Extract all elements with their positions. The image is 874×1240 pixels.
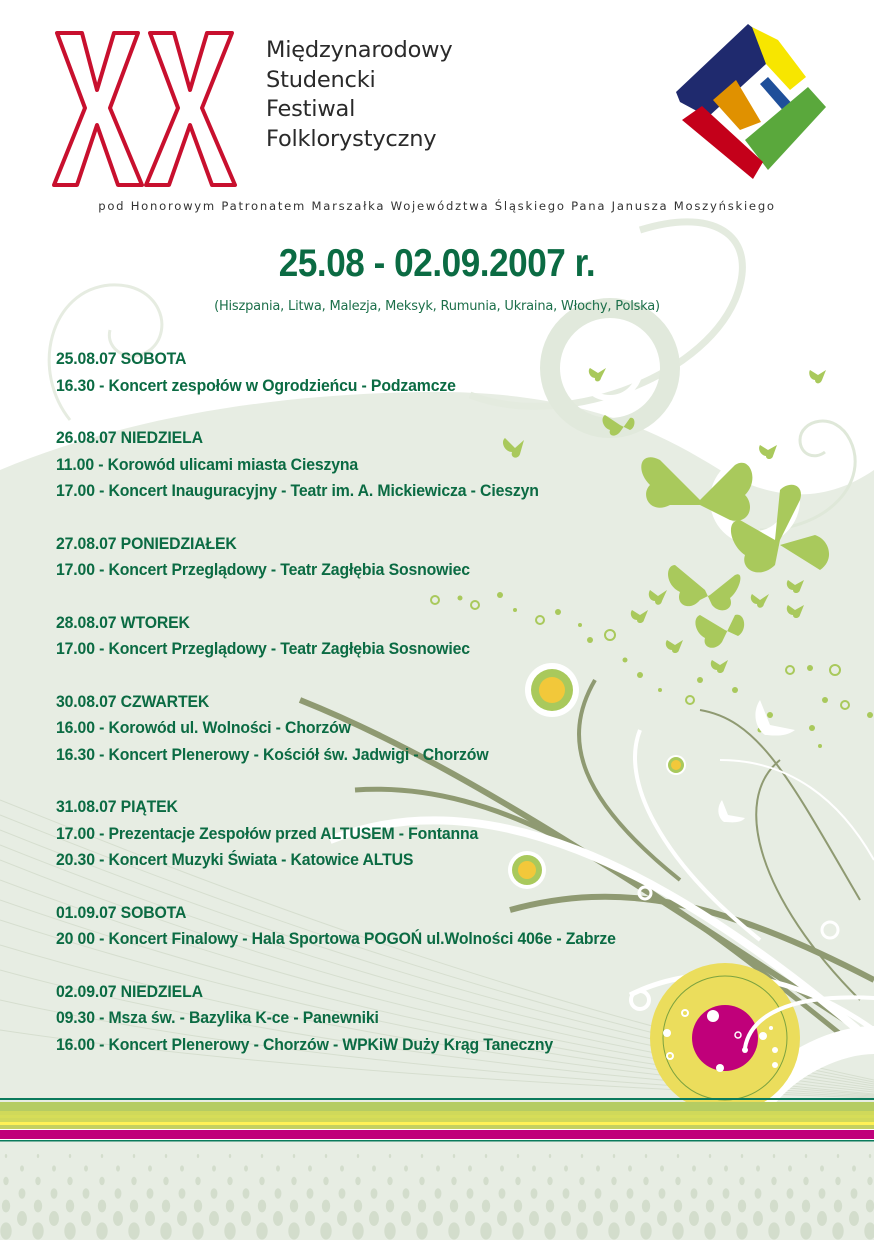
- pattern-dot: [227, 1177, 232, 1185]
- pattern-dot: [628, 1165, 632, 1171]
- pattern-dot: [755, 1188, 762, 1199]
- dot-pattern: [0, 1150, 874, 1240]
- pattern-dot: [115, 1188, 122, 1199]
- pattern-dot: [640, 1222, 651, 1239]
- pattern-dot: [51, 1188, 58, 1199]
- schedule-day: [56, 425, 736, 505]
- pattern-dot: [660, 1165, 664, 1171]
- schedule-day: [56, 610, 736, 663]
- pattern-dot: [192, 1222, 203, 1239]
- pattern-dot: [372, 1165, 376, 1171]
- pattern-dot: [37, 1154, 39, 1158]
- pattern-dot: [869, 1154, 871, 1158]
- patronage-line: pod Honorowym Patronatem Marszałka Województwa Śląskiego Pana Janusza Moszyńskiego: [98, 199, 776, 213]
- pattern-dot: [692, 1165, 696, 1171]
- title-line: Festiwal: [266, 96, 356, 122]
- pattern-dot: [419, 1177, 424, 1185]
- pattern-dot: [724, 1165, 728, 1171]
- pattern-dot: [756, 1165, 760, 1171]
- pattern-dot: [802, 1200, 810, 1213]
- pattern-dot: [643, 1177, 648, 1185]
- pattern-dot: [96, 1222, 107, 1239]
- pattern-dot: [261, 1154, 263, 1158]
- pattern-dot: [147, 1188, 154, 1199]
- pattern-dot: [512, 1222, 523, 1239]
- pattern-dot: [69, 1154, 71, 1158]
- pattern-dot: [738, 1200, 746, 1213]
- pattern-dot: [162, 1200, 170, 1213]
- pattern-dot: [113, 1211, 123, 1226]
- pattern-dot: [17, 1211, 27, 1226]
- pattern-dot: [148, 1165, 152, 1171]
- pattern-dot: [308, 1165, 312, 1171]
- event-item: 20 00 - Koncert Finalowy - Hala Sportowa POGOŃ ul.Wolności 406e - Zabrze: [56, 929, 616, 948]
- stripe-line: [0, 1140, 874, 1143]
- butterfly-icon: [809, 370, 826, 383]
- pattern-dot: [627, 1188, 634, 1199]
- pattern-dot: [450, 1200, 458, 1213]
- pattern-dot: [852, 1165, 856, 1171]
- pattern-dot: [610, 1200, 618, 1213]
- pattern-dot: [483, 1177, 488, 1185]
- pattern-dot: [706, 1200, 714, 1213]
- pattern-dot: [561, 1211, 571, 1226]
- pattern-dot: [325, 1154, 327, 1158]
- pattern-dot: [404, 1165, 408, 1171]
- pattern-dot: [259, 1177, 264, 1185]
- pattern-dot: [244, 1165, 248, 1171]
- schedule-day: [56, 689, 736, 769]
- pattern-dot: [276, 1165, 280, 1171]
- schedule-day: [56, 794, 736, 874]
- pattern-dot: [849, 1211, 859, 1226]
- day-heading: 31.08.07 PIĄTEK: [56, 797, 178, 816]
- pattern-dot: [66, 1200, 74, 1213]
- pattern-dot: [275, 1188, 282, 1199]
- pattern-dot: [355, 1177, 360, 1185]
- day-heading: 25.08.07 SOBOTA: [56, 349, 187, 368]
- pattern-dot: [131, 1177, 136, 1185]
- pattern-dot: [256, 1222, 267, 1239]
- event-item: 09.30 - Msza św. - Bazylika K-ce - Panewniki: [56, 1008, 379, 1027]
- pattern-dot: [258, 1200, 266, 1213]
- pattern-dot: [674, 1200, 682, 1213]
- pattern-dot: [803, 1177, 808, 1185]
- pattern-dot: [659, 1188, 666, 1199]
- day-heading: 30.08.07 CZWARTEK: [56, 691, 210, 711]
- pattern-dot: [389, 1154, 391, 1158]
- event-item: 16.30 - Koncert zespołów w Ogrodzieńcu - Podzamcze: [56, 375, 456, 395]
- day-heading: 26.08.07 NIEDZIELA: [56, 428, 203, 447]
- pattern-dot: [5, 1154, 7, 1158]
- pattern-dot: [32, 1222, 43, 1239]
- pattern-dot: [817, 1211, 827, 1226]
- pattern-dot: [177, 1211, 187, 1226]
- pattern-dot: [179, 1188, 186, 1199]
- pattern-dot: [497, 1211, 507, 1226]
- day-heading: 01.09.07 SOBOTA: [56, 902, 187, 922]
- day-heading: 27.08.07 PONIEDZIAŁEK: [56, 533, 237, 553]
- title-line: Międzynarodowy: [266, 37, 453, 63]
- pattern-dot: [293, 1154, 295, 1158]
- pattern-dot: [770, 1200, 778, 1213]
- pattern-dot: [544, 1222, 555, 1239]
- participating-countries: (Hiszpania, Litwa, Malezja, Meksyk, Rumunia, Ukraina, Włochy, Polska): [214, 299, 660, 314]
- pattern-dot: [851, 1188, 858, 1199]
- pattern-dot: [515, 1177, 520, 1185]
- pattern-dot: [689, 1211, 699, 1226]
- pattern-dot: [753, 1211, 763, 1226]
- pattern-dot: [451, 1177, 456, 1185]
- pattern-dot: [739, 1177, 744, 1185]
- event-item: 17.00 - Prezentacje Zespołów przed ALTUSEM - Fontanna: [56, 823, 479, 843]
- pattern-dot: [322, 1200, 330, 1213]
- pattern-dot: [3, 1177, 8, 1185]
- pattern-dot: [800, 1222, 811, 1239]
- pattern-dot: [805, 1154, 807, 1158]
- event-item: 16.30 - Koncert Plenerowy - Kościół św. Jadwigi - Chorzów: [56, 744, 489, 764]
- pattern-dot: [721, 1211, 731, 1226]
- pattern-dot: [433, 1211, 443, 1226]
- pattern-dot: [547, 1177, 552, 1185]
- pattern-dot: [64, 1222, 75, 1239]
- pattern-dot: [320, 1222, 331, 1239]
- pattern-dot: [596, 1165, 600, 1171]
- pattern-dot: [448, 1222, 459, 1239]
- pattern-dot: [563, 1188, 570, 1199]
- pattern-dot: [482, 1200, 490, 1213]
- pattern-dot: [305, 1211, 315, 1226]
- pattern-dot: [467, 1188, 474, 1199]
- pattern-dot: [675, 1177, 680, 1185]
- pattern-dot: [564, 1165, 568, 1171]
- pattern-dot: [672, 1222, 683, 1239]
- pattern-dot: [352, 1222, 363, 1239]
- pattern-dot: [340, 1165, 344, 1171]
- pattern-dot: [819, 1188, 826, 1199]
- pattern-dot: [291, 1177, 296, 1185]
- pattern-dot: [465, 1211, 475, 1226]
- pattern-dot: [485, 1154, 487, 1158]
- pattern-dot: [657, 1211, 667, 1226]
- pattern-dot: [549, 1154, 551, 1158]
- pattern-dot: [837, 1154, 839, 1158]
- pattern-dot: [211, 1188, 218, 1199]
- xx-logo: [52, 30, 242, 188]
- pattern-dot: [768, 1222, 779, 1239]
- pattern-dot: [787, 1188, 794, 1199]
- event-item: 20.30 - Koncert Muzyki Świata - Katowice ALTUS: [56, 850, 414, 869]
- pattern-dot: [832, 1222, 843, 1239]
- pattern-dot: [579, 1177, 584, 1185]
- day-heading: 02.09.07 NIEDZIELA: [56, 981, 203, 1001]
- pattern-dot: [576, 1222, 587, 1239]
- pattern-dot: [67, 1177, 72, 1185]
- pattern-dot: [578, 1200, 586, 1213]
- festival-title: [266, 36, 452, 154]
- pattern-dot: [741, 1154, 743, 1158]
- pattern-dot: [546, 1200, 554, 1213]
- schedule: [56, 346, 736, 1084]
- pattern-dot: [401, 1211, 411, 1226]
- pattern-dot: [99, 1177, 104, 1185]
- pattern-dot: [435, 1188, 442, 1199]
- festival-dates: 25.08 - 02.09.2007 r.: [278, 242, 596, 285]
- pattern-dot: [416, 1222, 427, 1239]
- pattern-dot: [480, 1222, 491, 1239]
- pattern-dot: [212, 1165, 216, 1171]
- pattern-dot: [288, 1222, 299, 1239]
- pattern-dot: [290, 1200, 298, 1213]
- pattern-dot: [436, 1165, 440, 1171]
- pattern-dot: [273, 1211, 283, 1226]
- pattern-dot: [608, 1222, 619, 1239]
- pattern-dot: [531, 1188, 538, 1199]
- pattern-dot: [468, 1165, 472, 1171]
- pattern-dot: [241, 1211, 251, 1226]
- pattern-dot: [180, 1165, 184, 1171]
- pattern-dot: [529, 1211, 539, 1226]
- pattern-dot: [224, 1222, 235, 1239]
- pattern-dot: [785, 1211, 795, 1226]
- pattern-dot: [145, 1211, 155, 1226]
- pattern-dot: [625, 1211, 635, 1226]
- pattern-dot: [387, 1177, 392, 1185]
- pattern-dot: [595, 1188, 602, 1199]
- pattern-dot: [0, 1222, 11, 1239]
- pattern-dot: [35, 1177, 40, 1185]
- pattern-dot: [514, 1200, 522, 1213]
- pattern-dot: [165, 1154, 167, 1158]
- title-line: Folklorystyczny: [266, 125, 437, 152]
- schedule-day: [56, 531, 736, 584]
- pattern-dot: [197, 1154, 199, 1158]
- pattern-dot: [357, 1154, 359, 1158]
- pattern-dot: [229, 1154, 231, 1158]
- pattern-dot: [371, 1188, 378, 1199]
- pattern-dot: [709, 1154, 711, 1158]
- pattern-dot: [243, 1188, 250, 1199]
- day-heading: 28.08.07 WTOREK: [56, 612, 190, 632]
- pattern-dot: [160, 1222, 171, 1239]
- pattern-dot: [723, 1188, 730, 1199]
- pattern-dot: [163, 1177, 168, 1185]
- event-item: 17.00 - Koncert Inauguracyjny - Teatr im. A. Mickiewicza - Cieszyn: [56, 481, 539, 500]
- pattern-dot: [517, 1154, 519, 1158]
- pattern-dot: [418, 1200, 426, 1213]
- pattern-dot: [677, 1154, 679, 1158]
- pattern-dot: [581, 1154, 583, 1158]
- pattern-dot: [130, 1200, 138, 1213]
- event-item: 17.00 - Koncert Przeglądowy - Teatr Zagłębia Sosnowiec: [56, 639, 470, 658]
- pattern-dot: [642, 1200, 650, 1213]
- pattern-dot: [2, 1200, 10, 1213]
- event-item: 17.00 - Koncert Przeglądowy - Teatr Zagłębia Sosnowiec: [56, 560, 470, 579]
- pattern-dot: [866, 1200, 874, 1213]
- event-item: 16.00 - Koncert Plenerowy - Chorzów - WPKiW Duży Krąg Taneczny: [56, 1034, 554, 1054]
- pattern-dot: [19, 1188, 26, 1199]
- pattern-dot: [128, 1222, 139, 1239]
- schedule-day: [56, 979, 736, 1059]
- pattern-dot: [820, 1165, 824, 1171]
- pattern-dot: [500, 1165, 504, 1171]
- pattern-dot: [867, 1177, 872, 1185]
- pattern-dot: [354, 1200, 362, 1213]
- event-item: 16.00 - Korowód ul. Wolności - Chorzów: [56, 718, 351, 737]
- pattern-dot: [84, 1165, 88, 1171]
- pattern-dot: [707, 1177, 712, 1185]
- pattern-dot: [49, 1211, 59, 1226]
- pattern-dot: [788, 1165, 792, 1171]
- pattern-dot: [226, 1200, 234, 1213]
- pattern-dot: [34, 1200, 42, 1213]
- color-stripes: [0, 1098, 874, 1140]
- pattern-dot: [834, 1200, 842, 1213]
- pattern-dot: [337, 1211, 347, 1226]
- pattern-dot: [386, 1200, 394, 1213]
- pattern-dot: [645, 1154, 647, 1158]
- pattern-dot: [771, 1177, 776, 1185]
- schedule-day: [56, 346, 736, 399]
- pattern-dot: [593, 1211, 603, 1226]
- pattern-dot: [613, 1154, 615, 1158]
- pattern-dot: [704, 1222, 715, 1239]
- schedule-day: [56, 900, 736, 953]
- pattern-dot: [307, 1188, 314, 1199]
- pattern-dot: [52, 1165, 56, 1171]
- pattern-dot: [421, 1154, 423, 1158]
- pattern-dot: [499, 1188, 506, 1199]
- pattern-dot: [339, 1188, 346, 1199]
- pattern-dot: [323, 1177, 328, 1185]
- festival-logo: [668, 22, 830, 182]
- pattern-dot: [116, 1165, 120, 1171]
- pattern-dot: [194, 1200, 202, 1213]
- pattern-dot: [101, 1154, 103, 1158]
- pattern-dot: [453, 1154, 455, 1158]
- pattern-dot: [403, 1188, 410, 1199]
- title-line: Studencki: [266, 66, 376, 93]
- pattern-dot: [209, 1211, 219, 1226]
- pattern-dot: [83, 1188, 90, 1199]
- pattern-dot: [384, 1222, 395, 1239]
- pattern-dot: [835, 1177, 840, 1185]
- pattern-dot: [369, 1211, 379, 1226]
- pattern-dot: [736, 1222, 747, 1239]
- pattern-dot: [81, 1211, 91, 1226]
- pattern-dot: [195, 1177, 200, 1185]
- pattern-dot: [773, 1154, 775, 1158]
- pattern-dot: [611, 1177, 616, 1185]
- pattern-dot: [691, 1188, 698, 1199]
- pattern-dot: [133, 1154, 135, 1158]
- pattern-dot: [20, 1165, 24, 1171]
- pattern-dot: [98, 1200, 106, 1213]
- event-item: 11.00 - Korowód ulicami miasta Cieszyna: [56, 454, 359, 474]
- pattern-dot: [532, 1165, 536, 1171]
